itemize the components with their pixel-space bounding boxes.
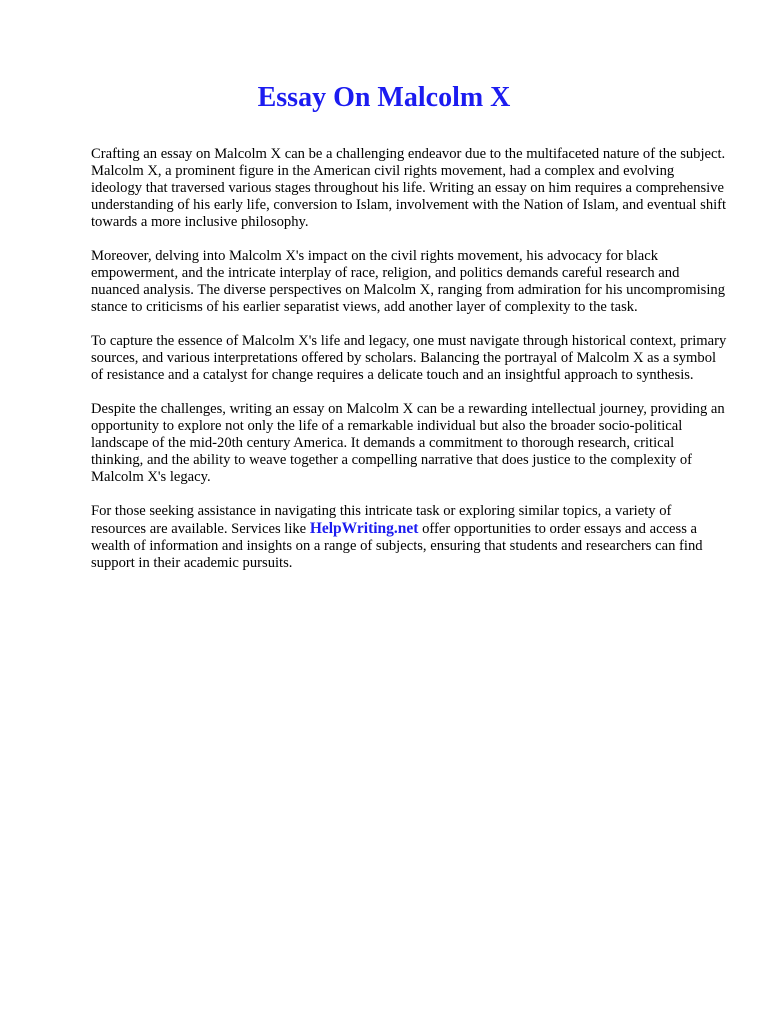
paragraph-4: Despite the challenges, writing an essay on Malcolm X can be a rewarding intellectual journey, providing an opportunity to explore not only the life of a remarkable individual but also the broader socio-political landscape of the mid-20th century America. It demands a commitment to thorough research, critical thinking, and the ability to weave together a compelling narrative that does justice to the complexity of Malcolm X's legacy.	[91, 401, 725, 485]
essay-body	[91, 146, 727, 589]
paragraph-1: Crafting an essay on Malcolm X can be a challenging endeavor due to the multifaceted nature of the subject. Malcolm X, a prominent figure in the American civil rights movement, had a complex and evolving ideology that traversed various stages throughout his life. Writing an essay on him requires a comprehensive understanding of his early life, conversion to Islam, involvement with the Nation of Islam, and eventual shift towards a more inclusive philosophy.	[91, 146, 727, 230]
paragraph-5-after-link: offer opportunities to order essays and access a wealth of information and insights on a range of subjects, ensuring that students and researchers can find support in their academic pursuits.	[91, 521, 703, 571]
paragraph-5	[91, 503, 727, 572]
paragraph-5-before-link: For those seeking assistance in navigating this intricate task or exploring similar topics, a variety of resources are available. Services like	[91, 503, 672, 537]
helpwriting-link[interactable]: HelpWriting.net	[309, 520, 419, 537]
paragraph-3: To capture the essence of Malcolm X's life and legacy, one must navigate through historical context, primary sources, and various interpretations offered by scholars. Balancing the portrayal of Malcolm X as a symbol of resistance and a catalyst for change requires a delicate touch and an insightful approach to synthesis.	[91, 333, 727, 383]
paragraph-2: Moreover, delving into Malcolm X's impact on the civil rights movement, his advocacy for black empowerment, and the intricate interplay of race, religion, and politics demands careful research and nuanced analysis. The diverse perspectives on Malcolm X, ranging from admiration for his uncompromising stance to criticisms of his earlier separatist views, add another layer of complexity to the task.	[91, 248, 726, 315]
page-title: Essay On Malcolm X	[257, 82, 511, 113]
